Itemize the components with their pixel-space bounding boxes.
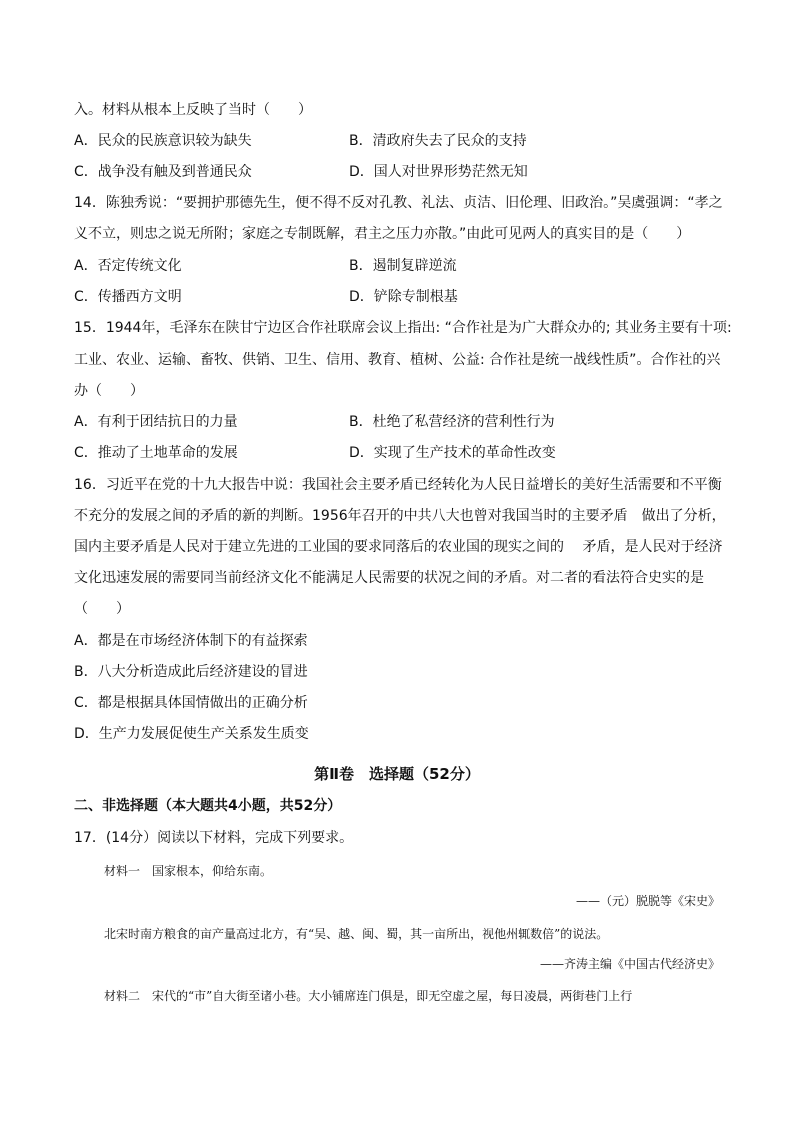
q15-option-a: A．有利于团结抗日的力量 (74, 414, 238, 430)
q17-material1-text: 材料一 国家根本，仰给东南。 (104, 864, 273, 878)
q15-stem-line2: 工业、农业、运输、畜牧、供销、卫生、信用、教育、植树、公益: 合作社是统一战线性质”。合作社的兴 (74, 352, 721, 368)
q13-stem-tail: 入。材料从根本上反映了当时（ ） (74, 102, 312, 118)
q17-material1-source: ——（元）脱脱等《宋史》 (575, 894, 720, 908)
q14-option-d: D．铲除专制根基 (349, 289, 458, 305)
q17-stem: 17．(14分）阅读以下材料，完成下列要求。 (74, 830, 354, 846)
q15-option-b: B．杜绝了私营经济的营利性行为 (349, 414, 555, 430)
q15-option-c: C．推动了土地革命的发展 (74, 445, 238, 461)
q14-option-c: C．传播西方文明 (74, 289, 182, 305)
q13-option-b: B．清政府失去了民众的支持 (349, 133, 527, 149)
q16-stem-line3: 国内主要矛盾是人民对于建立先进的工业国的要求同落后的农业国的现实之间的 矛盾，是人民对于经济 (74, 539, 723, 555)
q17-material1b-text: 北宋时南方粮食的亩产量高过北方，有“吴、越、闽、蜀，其一亩所出，视他州辄数倍”的说法。 (104, 927, 609, 941)
q17-material2-text: 材料二 宋代的“市”自大街至诸小巷。大小铺席连门俱是，即无空虚之屋，每日凌晨，两街巷门上行 (104, 989, 633, 1003)
q15-stem-line1: 15．1944年，毛泽东在陕甘宁边区合作社联席会议上指出: “合作社是为广大群众办的; 其业务主要有十项: (74, 320, 732, 336)
q16-option-c: C．都是根据具体国情做出的正确分析 (74, 695, 308, 711)
q16-stem-line5: （ ） (74, 601, 130, 617)
q14-stem-line2: 义不立，则忠之说无所附；家庭之专制既解，君主之压力亦散。”由此可见两人的真实目的是（ ） (74, 226, 691, 242)
q13-option-c: C．战争没有触及到普通民众 (74, 164, 252, 180)
q16-option-a: A．都是在市场经济体制下的有益探索 (74, 633, 308, 649)
q16-stem-line2: 不充分的发展之间的矛盾的新的判断。1956年召开的中共八大也曾对我国当时的主要矛盾 做出了分析， (74, 508, 726, 524)
q14-stem-line1: 14．陈独秀说：“要拥护那德先生，便不得不反对孔教、礼法、贞洁、旧伦理、旧政治。”吴虞强调：“孝之 (74, 195, 723, 211)
q16-option-d: D．生产力发展促使生产关系发生质变 (74, 726, 309, 742)
q14-option-b: B．遏制复辟逆流 (349, 258, 457, 274)
q15-option-d: D．实现了生产技术的革命性改变 (349, 445, 556, 461)
q17-material1b-source: ——齐涛主编《中国古代经济史》 (539, 957, 720, 971)
q16-stem-line4: 文化迅速发展的需要同当前经济文化不能满足人民需要的状况之间的矛盾。对二者的看法符合史实的是 (74, 570, 704, 586)
q15-stem-line3: 办（ ） (74, 383, 144, 399)
part-heading: 二、非选择题（本大题共4小题，共52分） (74, 798, 342, 814)
section-title: 第Ⅱ卷 选择题（52分） (314, 765, 480, 783)
q13-option-a: A．民众的民族意识较为缺失 (74, 133, 252, 149)
q14-option-a: A．否定传统文化 (74, 258, 182, 274)
q16-stem-line1: 16．习近平在党的十九大报告中说：我国社会主要矛盾已经转化为人民日益增长的美好生活需要和不平衡 (74, 477, 722, 493)
q13-option-d: D．国人对世界形势茫然无知 (349, 164, 528, 180)
q16-option-b: B．八大分析造成此后经济建设的冒进 (74, 664, 308, 680)
